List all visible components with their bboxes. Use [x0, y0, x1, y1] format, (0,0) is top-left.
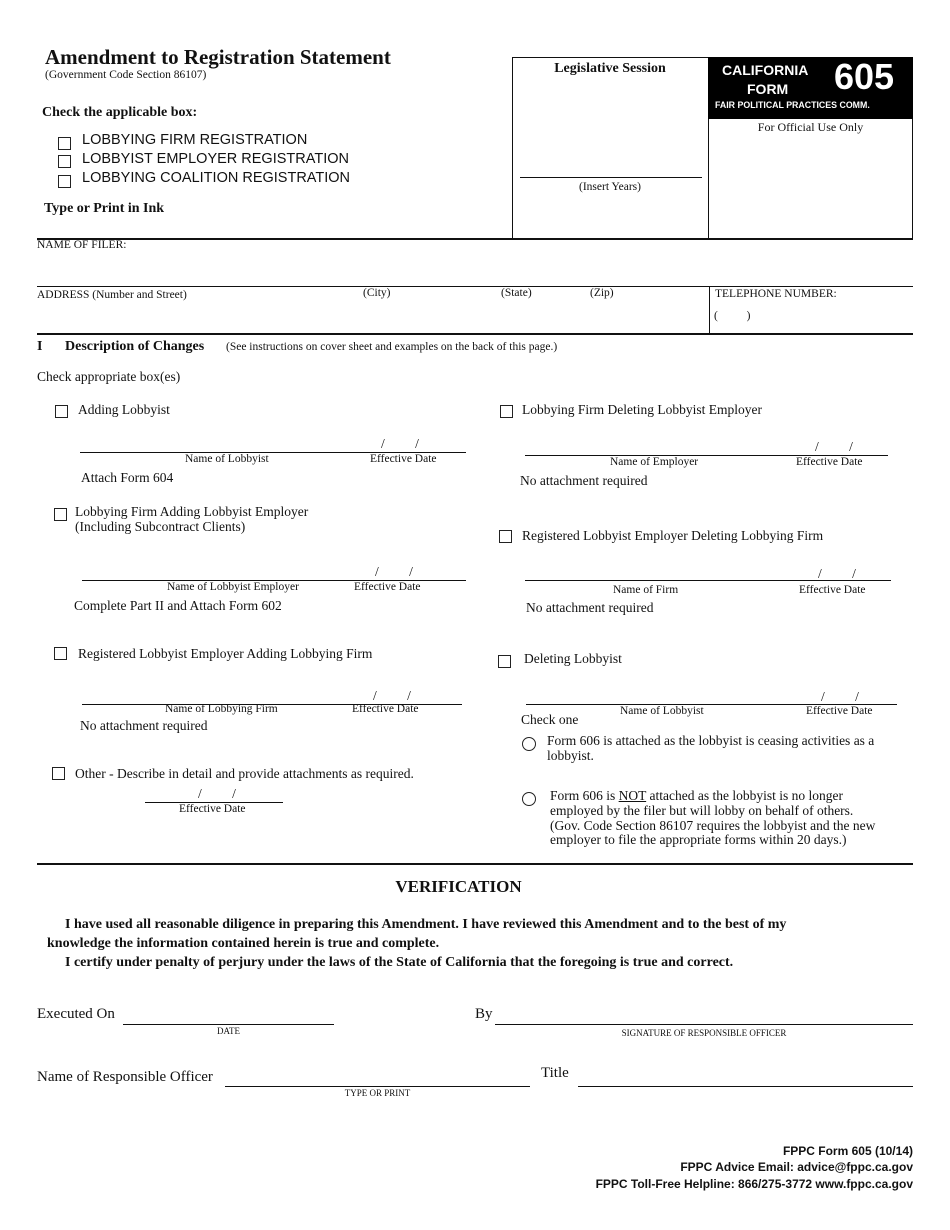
adding-lobbyist-label: Adding Lobbyist — [78, 402, 170, 417]
name-of-employer-caption: Name of Employer — [610, 456, 699, 468]
filer-name-line — [37, 286, 913, 287]
form606-not-attached-text-b: attached as the lobbyist is no longer — [646, 788, 843, 803]
badge-california: CALIFORNIA — [722, 62, 809, 78]
gov-code: (Government Code Section 86107) — [45, 69, 207, 81]
deleting-lobbyist-label: Deleting Lobbyist — [524, 651, 622, 666]
section1-divider — [37, 333, 913, 335]
footer-helpline: FPPC Toll-Free Helpline: 866/275-3772 www.fppc.ca.gov — [595, 1177, 913, 1191]
employer-adding-firm-name-input[interactable] — [84, 686, 354, 704]
legislative-session-line — [520, 177, 702, 178]
zip-label: (Zip) — [590, 287, 614, 299]
lobbyist-employer-registration-label: LOBBYIST EMPLOYER REGISTRATION — [82, 151, 349, 167]
effective-date-caption: Effective Date — [796, 456, 863, 468]
attach-form-604: Attach Form 604 — [81, 470, 174, 485]
effective-date-caption: Effective Date — [370, 453, 437, 465]
adding-lobbyist-date-slashes: / / — [381, 436, 419, 451]
firm-adding-employer-label: Lobbying Firm Adding Lobbyist Employer — [75, 504, 309, 519]
responsible-officer-label: Name of Responsible Officer — [37, 1069, 213, 1085]
check-applicable-label: Check the applicable box: — [42, 105, 198, 120]
telephone-label: TELEPHONE NUMBER: — [715, 288, 837, 300]
legislative-session-label: Legislative Session — [554, 61, 666, 76]
telephone-input[interactable] — [762, 308, 902, 328]
employer-deleting-firm-date-slashes: / / — [818, 566, 856, 581]
other-checkbox[interactable] — [52, 767, 65, 780]
verification-paragraph2: I certify under penalty of perjury under the laws of the State of California that the foregoing is true and correct. — [65, 955, 734, 970]
verification-paragraph1-line2: knowledge the information contained herein is true and complete. — [47, 936, 440, 951]
employer-adding-firm-date-slashes: / / — [373, 688, 411, 703]
executed-on-line — [123, 1024, 334, 1025]
firm-adding-employer-name-input[interactable] — [84, 562, 354, 580]
title-input[interactable] — [581, 1066, 909, 1086]
form606-not-emphasis: NOT — [618, 788, 647, 803]
name-of-filer-label: NAME OF FILER: — [37, 239, 127, 251]
footer-advice-email: FPPC Advice Email: advice@fppc.ca.gov — [680, 1160, 913, 1174]
legislative-session-years-input[interactable] — [520, 158, 702, 176]
signature-caption: SIGNATURE OF RESPONSIBLE OFFICER — [621, 1028, 787, 1038]
effective-date-caption: Effective Date — [354, 581, 421, 593]
effective-date-caption: Effective Date — [352, 703, 419, 715]
verification-title: VERIFICATION — [395, 877, 522, 896]
phone-area-code: ( ) — [714, 310, 751, 322]
executed-on-label: Executed On — [37, 1006, 115, 1022]
section1-number: I — [37, 339, 43, 354]
badge-form-number: 605 — [834, 56, 895, 97]
name-of-filer-input[interactable] — [40, 256, 900, 278]
form-title: Amendment to Registration Statement — [45, 45, 391, 69]
deleting-lobbyist-checkbox[interactable] — [498, 655, 511, 668]
firm-deleting-employer-date-slashes: / / — [815, 439, 853, 454]
address-label: ADDRESS (Number and Street) — [37, 289, 187, 301]
effective-date-caption: Effective Date — [179, 803, 246, 815]
lobbying-coalition-registration-label: LOBBYING COALITION REGISTRATION — [82, 170, 351, 186]
form606-attached-line2: lobbyist. — [547, 748, 594, 763]
other-date-slashes: / / — [198, 786, 236, 801]
verification-divider — [37, 863, 913, 865]
name-of-lobbyist-caption: Name of Lobbyist — [185, 453, 269, 465]
insert-years-caption: (Insert Years) — [579, 181, 641, 193]
lobbyist-employer-registration-checkbox[interactable] — [58, 155, 71, 168]
type-or-print-label: Type or Print in Ink — [44, 201, 165, 216]
form606-not-attached-line4: employer to file the appropriate forms within 20 days.) — [550, 832, 847, 847]
employer-deleting-firm-label: Registered Lobbyist Employer Deleting Lobbying Firm — [522, 528, 824, 543]
form606-not-attached-text-a: Form 606 is — [550, 788, 619, 803]
employer-adding-firm-label: Registered Lobbyist Employer Adding Lobbying Firm — [78, 646, 373, 661]
complete-part2-note: Complete Part II and Attach Form 602 — [74, 598, 282, 613]
form606-not-attached-line1 — [550, 788, 843, 804]
badge-commission: FAIR POLITICAL PRACTICES COMM. — [715, 100, 870, 110]
lobbying-firm-registration-checkbox[interactable] — [58, 137, 71, 150]
address-input[interactable] — [40, 306, 700, 328]
name-of-lobbying-firm-caption: Name of Lobbying Firm — [165, 703, 278, 715]
responsible-officer-line — [225, 1086, 530, 1087]
legislative-session-box — [512, 57, 708, 239]
form606-not-attached-radio[interactable] — [522, 792, 536, 806]
by-label: By — [475, 1006, 493, 1022]
form606-not-attached-line3: (Gov. Code Section 86107 requires the lobbyist and the new — [550, 818, 876, 833]
section1-note: (See instructions on cover sheet and examples on the back of this page.) — [226, 341, 558, 353]
form606-attached-radio[interactable] — [522, 737, 536, 751]
check-appropriate-label: Check appropriate box(es) — [37, 369, 181, 384]
header-divider — [37, 238, 913, 240]
name-of-lobbyist-caption: Name of Lobbyist — [620, 705, 704, 717]
title-line — [578, 1086, 913, 1087]
adding-lobbyist-checkbox[interactable] — [55, 405, 68, 418]
phone-divider — [709, 286, 710, 334]
type-or-print-caption: TYPE OR PRINT — [344, 1088, 411, 1098]
city-label: (City) — [363, 287, 391, 299]
employer-deleting-firm-line — [525, 580, 891, 581]
signature-input[interactable] — [498, 1004, 908, 1024]
verification-paragraph1-line1: I have used all reasonable diligence in preparing this Amendment. I have reviewed this Amendment and to the best of my — [65, 917, 787, 932]
no-attachment-required: No attachment required — [526, 600, 654, 615]
effective-date-caption: Effective Date — [799, 584, 866, 596]
firm-adding-employer-sublabel: (Including Subcontract Clients) — [75, 519, 246, 534]
date-caption: DATE — [217, 1026, 240, 1036]
official-use-label: For Official Use Only — [757, 120, 864, 134]
badge-form: FORM — [747, 81, 789, 97]
section1-title: Description of Changes — [65, 339, 205, 354]
adding-lobbyist-name-input[interactable] — [82, 434, 362, 452]
firm-deleting-employer-checkbox[interactable] — [500, 405, 513, 418]
firm-adding-employer-checkbox[interactable] — [54, 508, 67, 521]
other-label: Other - Describe in detail and provide attachments as required. — [75, 766, 414, 781]
state-label: (State) — [501, 287, 532, 299]
deleting-lobbyist-name-input[interactable] — [530, 687, 800, 705]
employer-deleting-firm-checkbox[interactable] — [499, 530, 512, 543]
firm-adding-employer-date-slashes: / / — [375, 564, 413, 579]
footer-form-id: FPPC Form 605 (10/14) — [782, 1144, 913, 1158]
form606-attached-line1: Form 606 is attached as the lobbyist is ceasing activities as a — [547, 733, 875, 748]
deleting-lobbyist-date-slashes: / / — [821, 689, 859, 704]
signature-line — [495, 1024, 913, 1025]
no-attachment-required: No attachment required — [80, 718, 208, 733]
form606-not-attached-line2: employed by the filer but will lobby on behalf of others. — [550, 803, 854, 818]
responsible-officer-input[interactable] — [228, 1066, 526, 1086]
name-of-lobbyist-employer-caption: Name of Lobbyist Employer — [167, 581, 299, 593]
lobbying-coalition-registration-checkbox[interactable] — [58, 175, 71, 188]
executed-on-date-input[interactable] — [125, 1004, 330, 1024]
name-of-firm-caption: Name of Firm — [613, 584, 679, 596]
no-attachment-required: No attachment required — [520, 473, 648, 488]
effective-date-caption: Effective Date — [806, 705, 873, 717]
lobbying-firm-registration-label: LOBBYING FIRM REGISTRATION — [82, 132, 308, 148]
check-one-label: Check one — [521, 712, 579, 727]
firm-deleting-employer-name-input[interactable] — [528, 437, 798, 455]
firm-deleting-employer-label: Lobbying Firm Deleting Lobbyist Employer — [522, 402, 762, 417]
title-label: Title — [541, 1065, 569, 1081]
employer-adding-firm-checkbox[interactable] — [54, 647, 67, 660]
